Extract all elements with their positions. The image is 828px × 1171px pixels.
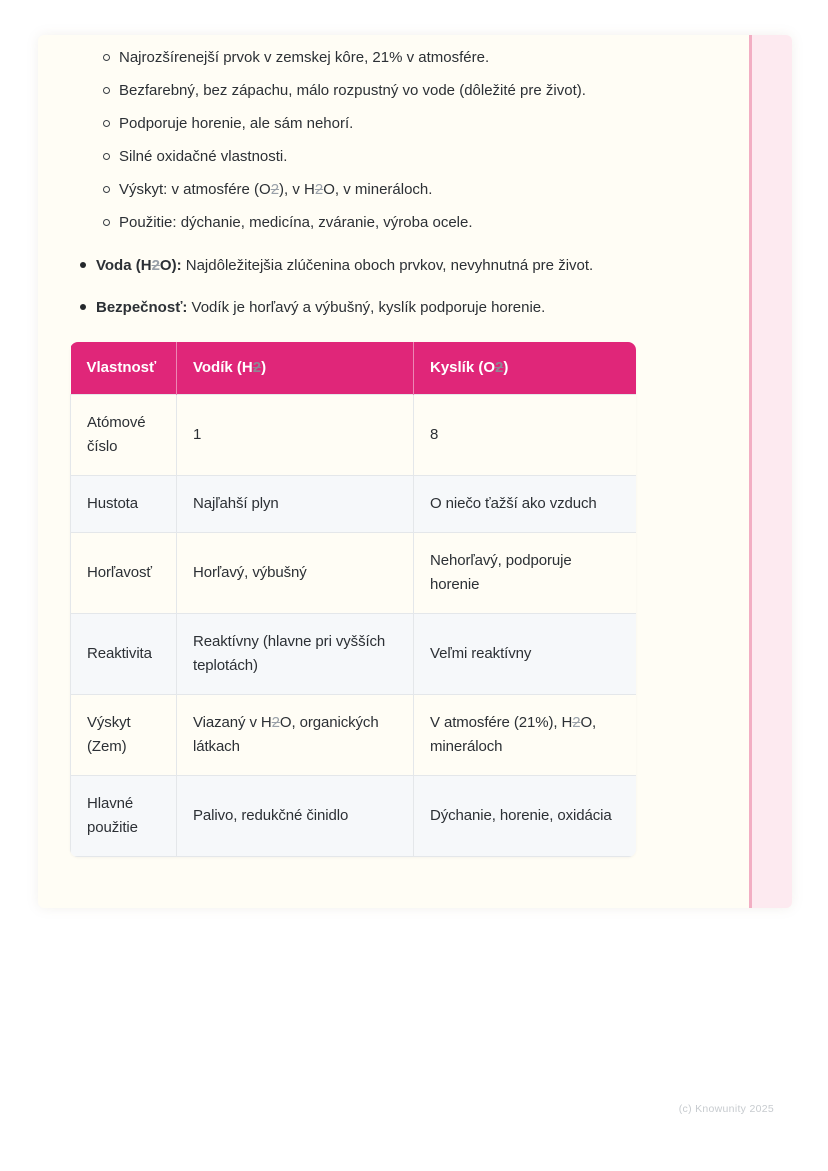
circle-bullet-icon <box>103 153 110 160</box>
table-cell: O niečo ťažší ako vzduch <box>414 476 637 533</box>
header-hydrogen: Vodík (H2) <box>177 342 414 395</box>
sub-bullet-list <box>80 47 722 233</box>
table-cell: Horľavosť <box>71 533 177 614</box>
list-item <box>103 212 722 233</box>
table-cell: Atómové číslo <box>71 395 177 476</box>
list-item <box>103 179 722 200</box>
list-item <box>103 80 722 101</box>
list-item-text: Použitie: dýchanie, medicína, zváranie, výroba ocele. <box>119 214 473 231</box>
list-item-text: Výskyt: v atmosfére (O2), v H2O, v mineráloch. <box>119 181 433 198</box>
watermark: (c) Knowunity 2025 <box>678 1103 774 1115</box>
table-cell: Veľmi reaktívny <box>414 614 637 695</box>
table-cell: Palivo, redukčné činidlo <box>177 776 414 857</box>
list-item <box>80 255 722 276</box>
table-row <box>71 533 637 614</box>
header-oxygen: Kyslík (O2) <box>414 342 637 395</box>
circle-bullet-icon <box>103 54 110 61</box>
list-item <box>103 47 722 68</box>
table-row <box>71 695 637 776</box>
circle-bullet-icon <box>103 87 110 94</box>
table-cell: Horľavý, výbušný <box>177 533 414 614</box>
lead-rest: Najdôležitejšia zlúčenina oboch prvkov, nevyhnutná pre život. <box>181 257 594 274</box>
properties-table <box>70 342 636 857</box>
comparison-table <box>70 342 636 857</box>
table-cell: 8 <box>414 395 637 476</box>
list-item-text: Najrozšírenejší prvok v zemskej kôre, 21% v atmosfére. <box>119 49 490 66</box>
table-cell: 1 <box>177 395 414 476</box>
table-cell: Reaktivita <box>71 614 177 695</box>
table-header-row <box>71 342 637 395</box>
table-cell: V atmosfére (21%), H2O, mineráloch <box>414 695 637 776</box>
list-item-text: Podporuje horenie, ale sám nehorí. <box>119 115 354 132</box>
table-cell: Dýchanie, horenie, oxidácia <box>414 776 637 857</box>
circle-bullet-icon <box>103 120 110 127</box>
page-content <box>38 35 792 857</box>
header-property: Vlastnosť <box>71 342 177 395</box>
note-page-card <box>38 35 792 908</box>
table-row <box>71 614 637 695</box>
disc-bullet-icon <box>80 304 86 310</box>
table-row <box>71 776 637 857</box>
table-cell: Reaktívny (hlavne pri vyšších teplotách) <box>177 614 414 695</box>
circle-bullet-icon <box>103 186 110 193</box>
table-cell: Výskyt (Zem) <box>71 695 177 776</box>
list-item-text <box>96 297 545 318</box>
main-bullet-list <box>80 255 722 318</box>
list-item-text: Silné oxidačné vlastnosti. <box>119 148 288 165</box>
table-cell: Najľahší plyn <box>177 476 414 533</box>
table-cell: Nehorľavý, podporuje horenie <box>414 533 637 614</box>
list-item <box>103 113 722 134</box>
list-item <box>80 297 722 318</box>
bold-lead: Bezpečnosť: <box>96 299 188 316</box>
table-row <box>71 476 637 533</box>
table-cell: Viazaný v H2O, organických látkach <box>177 695 414 776</box>
bold-lead: Voda (H2O): <box>96 257 182 274</box>
list-item-text <box>96 255 593 276</box>
table-cell: Hustota <box>71 476 177 533</box>
list-item-text: Bezfarebný, bez zápachu, málo rozpustný vo vode (dôležité pre život). <box>119 82 586 99</box>
list-item <box>103 146 722 167</box>
table-row <box>71 395 637 476</box>
lead-rest: Vodík je horľavý a výbušný, kyslík podporuje horenie. <box>187 299 546 316</box>
table-cell: Hlavné použitie <box>71 776 177 857</box>
disc-bullet-icon <box>80 262 86 268</box>
circle-bullet-icon <box>103 219 110 226</box>
